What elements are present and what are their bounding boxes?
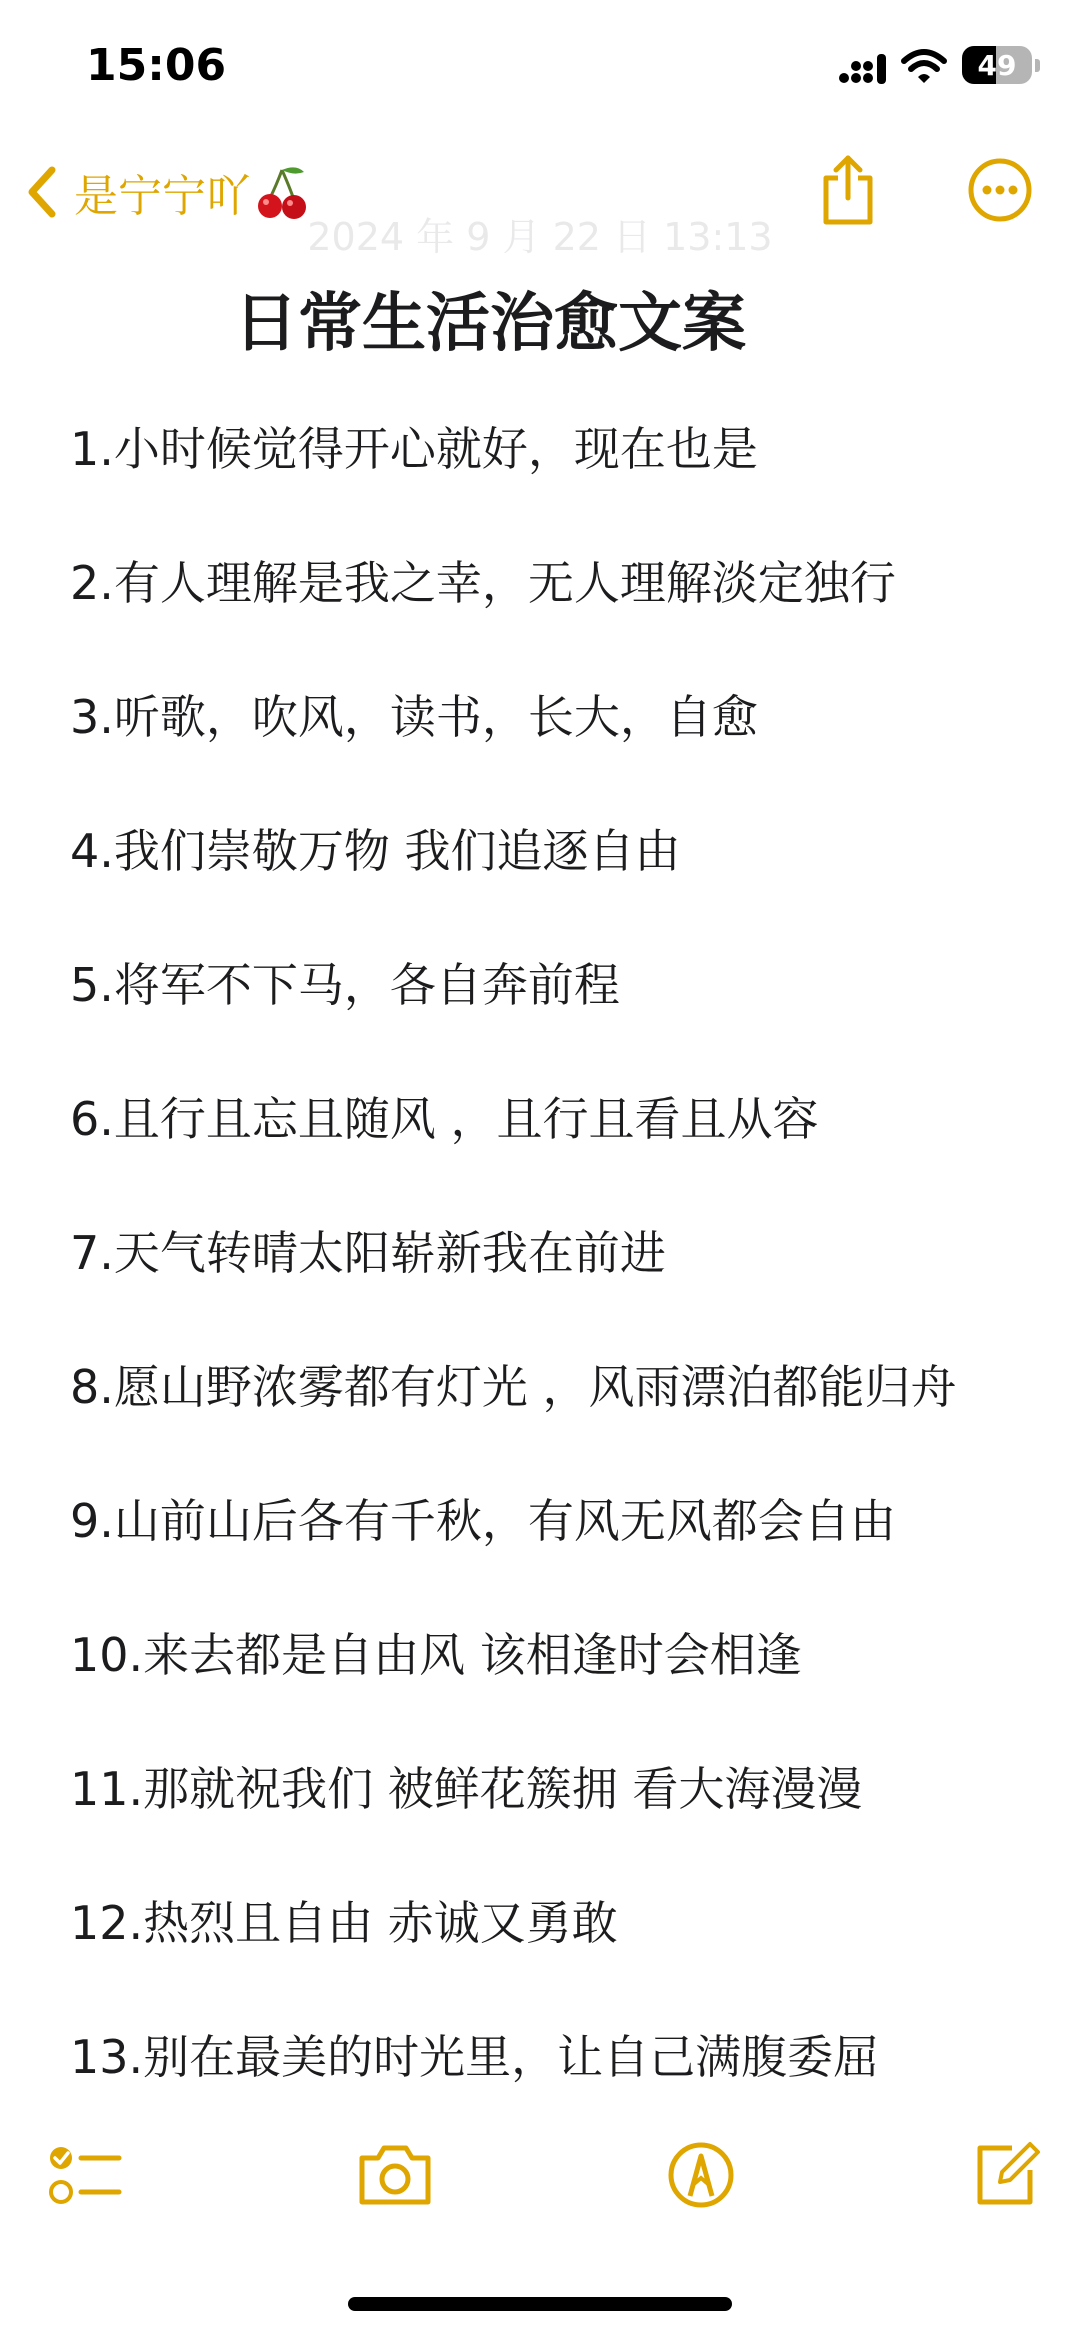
note-date-faint: 2024 年 9 月 22 日 13:13 <box>307 215 773 259</box>
share-button[interactable] <box>808 150 888 230</box>
note-body-list[interactable] <box>70 420 1050 2162</box>
camera-button[interactable] <box>350 2130 440 2220</box>
wifi-icon <box>900 48 948 86</box>
battery-percent: 49 <box>977 49 1017 82</box>
back-label: 是宁宁吖 <box>74 171 250 222</box>
bottom-toolbar <box>0 2120 1080 2250</box>
note-line: 12.热烈且自由 赤诚又勇敢 <box>70 1896 618 1950</box>
battery-indicator <box>962 46 1032 84</box>
note-line: 7.天气转晴太阳崭新我在前进 <box>70 1226 666 1280</box>
compose-icon <box>972 2140 1042 2210</box>
cellular-signal-icon <box>838 54 888 84</box>
status-bar <box>0 0 1080 140</box>
more-icon <box>967 157 1033 223</box>
status-time: 15:06 <box>86 40 227 91</box>
note-line: 4.我们崇敬万物 我们追逐自由 <box>70 824 681 878</box>
note-line: 5.将军不下马，各自奔前程 <box>70 958 620 1012</box>
home-indicator[interactable] <box>348 2297 732 2311</box>
note-line: 8.愿山野浓雾都有灯光 ，风雨漂泊都能归舟 <box>70 1360 957 1414</box>
checklist-button[interactable] <box>40 2130 130 2220</box>
note-line: 13.别在最美的时光里，让自己满腹委屈 <box>70 2030 880 2084</box>
note-line: 10.来去都是自由风 该相逢时会相逢 <box>70 1628 802 1682</box>
note-line: 2.有人理解是我之幸，无人理解淡定独行 <box>70 556 896 610</box>
share-icon <box>818 154 878 226</box>
compose-button[interactable] <box>962 2130 1052 2220</box>
checklist-icon <box>47 2142 123 2208</box>
battery-cap <box>1035 59 1040 72</box>
markup-pen-icon <box>666 2140 736 2210</box>
note-line: 6.且行且忘且随风 ，且行且看且从容 <box>70 1092 819 1146</box>
markup-button[interactable] <box>656 2130 746 2220</box>
note-title: 日常生活治愈文案 <box>234 287 746 361</box>
note-line: 1.小时候觉得开心就好，现在也是 <box>70 422 758 476</box>
camera-icon <box>356 2144 434 2206</box>
note-line: 9.山前山后各有千秋，有风无风都会自由 <box>70 1494 896 1548</box>
note-line: 11.那就祝我们 被鲜花簇拥 看大海漫漫 <box>70 1762 863 1816</box>
more-button[interactable] <box>960 150 1040 230</box>
note-line: 3.听歌，吹风，读书，长大，自愈 <box>70 690 758 744</box>
